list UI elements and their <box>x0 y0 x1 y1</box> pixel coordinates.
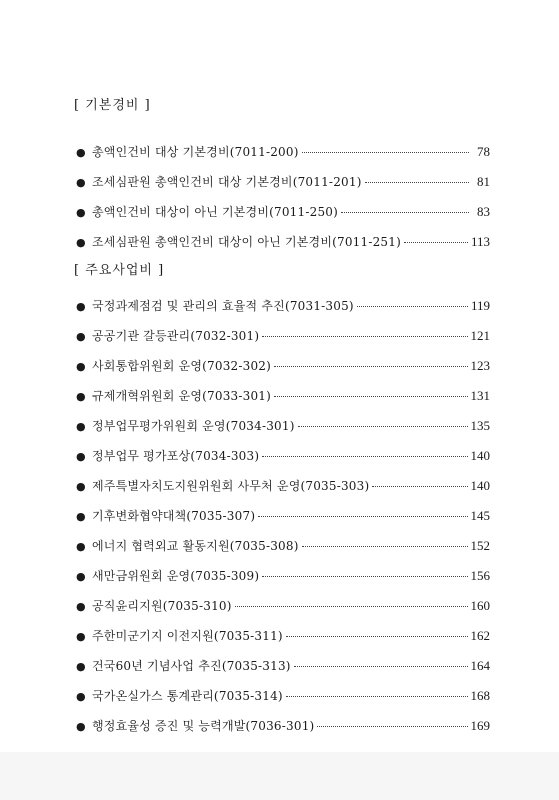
toc-entry[interactable] <box>74 471 490 501</box>
entry-page-number: 121 <box>470 328 490 343</box>
toc-entry[interactable] <box>74 531 490 561</box>
bullet-icon: ● <box>76 510 86 523</box>
section-heading: [ 기본경비 ] <box>74 98 151 113</box>
entry-title: 새만금위원회 운영(7035-309) <box>92 569 260 583</box>
toc-entry[interactable] <box>74 411 490 441</box>
bullet-icon: ● <box>76 236 86 249</box>
dot-leader <box>286 696 468 697</box>
dot-leader <box>302 546 468 547</box>
dot-leader <box>274 366 467 367</box>
toc-entry-list <box>74 291 490 741</box>
entry-title: 정부업무 평가포상(7034-303) <box>92 449 260 463</box>
dot-leader <box>258 516 467 517</box>
entry-page-number: 140 <box>470 448 490 463</box>
dot-leader <box>286 636 468 637</box>
dot-leader <box>298 426 468 427</box>
toc-entry[interactable] <box>74 137 490 167</box>
bullet-icon: ● <box>76 420 86 433</box>
entry-page-number: 135 <box>470 418 490 433</box>
entry-title: 정부업무평가위원회 운영(7034-301) <box>92 419 295 433</box>
dot-leader <box>365 182 469 183</box>
entry-title: 사회통합위원회 운영(7032-302) <box>92 359 272 373</box>
entry-page-number: 160 <box>470 598 490 613</box>
entry-page-number: 156 <box>470 568 490 583</box>
toc-entry[interactable] <box>74 351 490 381</box>
bullet-icon: ● <box>76 300 86 313</box>
entry-page-number: 131 <box>470 388 490 403</box>
entry-title: 공직윤리지원(7035-310) <box>92 599 232 613</box>
entry-title: 총액인건비 대상이 아닌 기본경비(7011-250) <box>92 205 338 219</box>
dot-leader <box>262 336 467 337</box>
entry-title: 조세심판원 총액인건비 대상이 아닌 기본경비(7011-251) <box>92 235 401 249</box>
entry-page-number: 123 <box>470 358 490 373</box>
dot-leader <box>357 306 468 307</box>
entry-title: 건국60년 기념사업 추진(7035-313) <box>92 659 291 673</box>
dot-leader <box>262 576 467 577</box>
dot-leader <box>274 396 467 397</box>
bullet-icon: ● <box>76 330 86 343</box>
entry-page-number: 83 <box>477 204 490 219</box>
toc-entry[interactable] <box>74 561 490 591</box>
entry-title: 주한미군기지 이전지원(7035-311) <box>92 629 283 643</box>
dot-leader <box>262 456 467 457</box>
bullet-icon: ● <box>76 600 86 613</box>
entry-page-number: 162 <box>470 628 490 643</box>
bullet-icon: ● <box>76 540 86 553</box>
bullet-icon: ● <box>76 176 86 189</box>
toc-section-basic-expenses <box>74 95 490 257</box>
bullet-icon: ● <box>76 480 86 493</box>
entry-title: 행정효율성 증진 및 능력개발(7036-301) <box>92 719 315 733</box>
entry-title: 총액인건비 대상 기본경비(7011-200) <box>92 145 299 159</box>
toc-entry[interactable] <box>74 621 490 651</box>
entry-title: 에너지 협력외교 활동지원(7035-308) <box>92 539 299 553</box>
toc-entry[interactable] <box>74 227 490 257</box>
toc-entry[interactable] <box>74 197 490 227</box>
entry-title: 국정과제점검 및 관리의 효율적 추진(7031-305) <box>92 299 354 313</box>
entry-title: 기후변화협약대책(7035-307) <box>92 509 256 523</box>
bullet-icon: ● <box>76 660 86 673</box>
entry-title: 제주특별자치도지원위원회 사무처 운영(7035-303) <box>92 479 370 493</box>
entry-title: 규제개혁위원회 운영(7033-301) <box>92 389 272 403</box>
entry-page-number: 169 <box>470 718 490 733</box>
bullet-icon: ● <box>76 206 86 219</box>
toc-section-major-projects <box>74 260 490 741</box>
entry-title: 조세심판원 총액인건비 대상 기본경비(7011-201) <box>92 175 362 189</box>
section-heading: [ 주요사업비 ] <box>74 263 165 278</box>
toc-entry[interactable] <box>74 711 490 741</box>
toc-entry[interactable] <box>74 381 490 411</box>
toc-entry[interactable] <box>74 591 490 621</box>
entry-page-number: 119 <box>470 298 490 313</box>
dot-leader <box>372 486 467 487</box>
toc-entry-list <box>74 137 490 257</box>
dot-leader <box>404 242 468 243</box>
bullet-icon: ● <box>76 390 86 403</box>
toc-entry[interactable] <box>74 167 490 197</box>
entry-title: 국가온실가스 통계관리(7035-314) <box>92 689 283 703</box>
dot-leader <box>302 152 469 153</box>
bullet-icon: ● <box>76 720 86 733</box>
entry-page-number: 164 <box>470 658 490 673</box>
dot-leader <box>235 606 468 607</box>
entry-title: 공공기관 갈등관리(7032-301) <box>92 329 260 343</box>
entry-page-number: 81 <box>477 174 490 189</box>
page-bottom-margin <box>0 752 559 800</box>
toc-entry[interactable] <box>74 681 490 711</box>
bullet-icon: ● <box>76 360 86 373</box>
entry-page-number: 152 <box>470 538 490 553</box>
toc-entry[interactable] <box>74 651 490 681</box>
bullet-icon: ● <box>76 630 86 643</box>
bullet-icon: ● <box>76 570 86 583</box>
toc-entry[interactable] <box>74 291 490 321</box>
entry-page-number: 78 <box>477 144 490 159</box>
entry-page-number: 168 <box>470 688 490 703</box>
bullet-icon: ● <box>76 450 86 463</box>
toc-entry[interactable] <box>74 321 490 351</box>
toc-entry[interactable] <box>74 441 490 471</box>
entry-page-number: 113 <box>470 234 490 249</box>
entry-page-number: 140 <box>470 478 490 493</box>
dot-leader <box>341 212 469 213</box>
dot-leader <box>317 726 467 727</box>
bullet-icon: ● <box>76 690 86 703</box>
dot-leader <box>294 666 468 667</box>
bullet-icon: ● <box>76 146 86 159</box>
toc-entry[interactable] <box>74 501 490 531</box>
entry-page-number: 145 <box>470 508 490 523</box>
